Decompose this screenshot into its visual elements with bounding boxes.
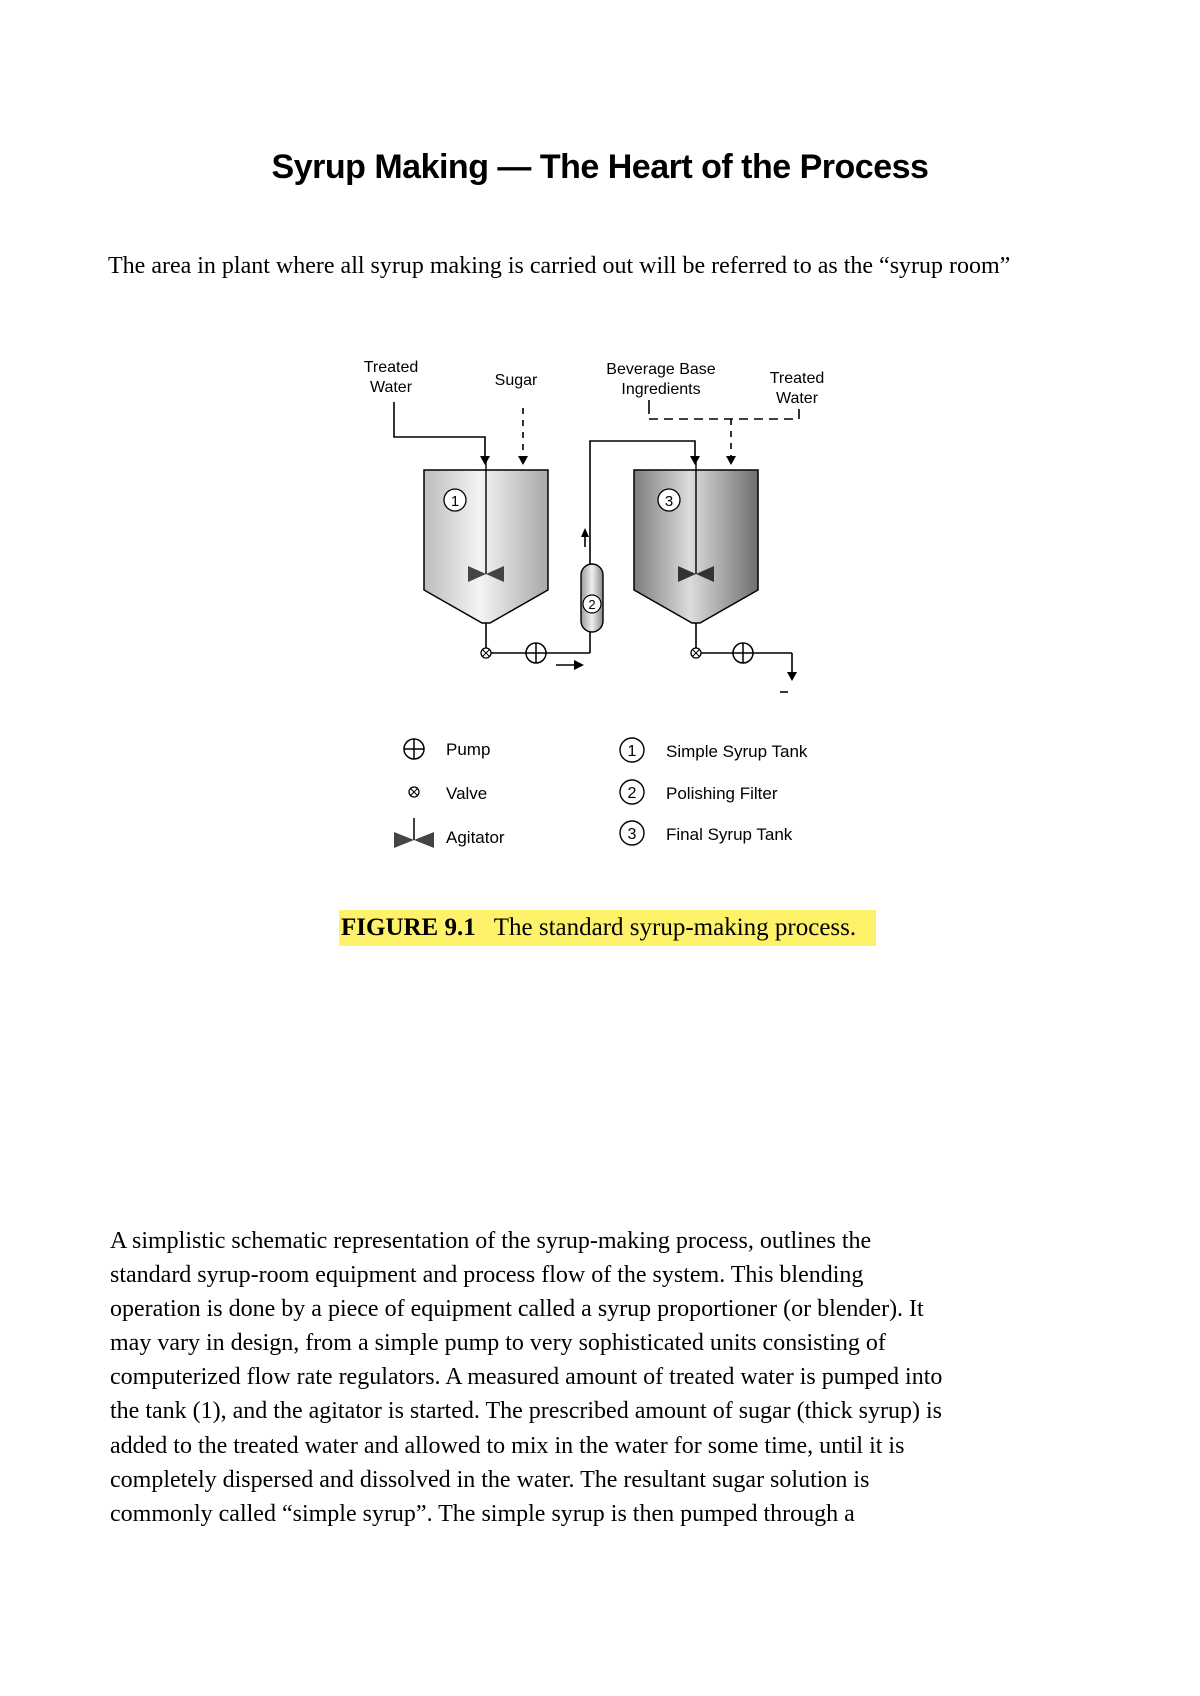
agitator-icon bbox=[394, 818, 434, 848]
legend-item-2 bbox=[620, 780, 778, 804]
legend-agitator bbox=[394, 818, 505, 848]
legend-num-1: 1 bbox=[627, 743, 637, 760]
label-beverage-base: Beverage Base bbox=[606, 361, 716, 378]
pump-1 bbox=[526, 643, 546, 663]
body-line: the tank (1), and the agitator is started. The prescribed amount of sugar (thick syrup) is bbox=[110, 1398, 942, 1425]
intro-paragraph: The area in plant where all syrup making is carried out will be referred to as the “syrup room” bbox=[108, 253, 1011, 279]
valve-3 bbox=[691, 648, 701, 658]
simple-syrup-tank bbox=[424, 456, 548, 623]
legend-item-3 bbox=[620, 821, 793, 845]
legend-pump bbox=[404, 739, 490, 759]
pump-icon bbox=[404, 739, 424, 759]
body-line: commonly called “simple syrup”. The simple syrup is then pumped through a bbox=[110, 1500, 855, 1527]
label-treated-water-2: Treated bbox=[769, 370, 825, 387]
legend-valve-label: Valve bbox=[446, 784, 488, 803]
label-treated-water-1b: Water bbox=[369, 379, 413, 396]
page-title: Syrup Making — The Heart of the Process bbox=[271, 148, 929, 186]
legend-item-1 bbox=[620, 738, 808, 762]
legend-label-1: Simple Syrup Tank bbox=[666, 742, 808, 761]
filter-number-2: 2 bbox=[588, 597, 596, 612]
body-line: operation is done by a piece of equipment called a syrup proportioner (or blender). It bbox=[110, 1296, 924, 1323]
final-syrup-tank bbox=[634, 456, 758, 623]
flow-arrow bbox=[574, 660, 584, 670]
legend-valve bbox=[409, 784, 487, 803]
body-line: added to the treated water and allowed to mix in the water for some time, until it is bbox=[110, 1432, 905, 1459]
valve-1 bbox=[481, 648, 491, 658]
outflow-arrow bbox=[787, 672, 797, 681]
valve-icon bbox=[409, 787, 419, 797]
body-line: standard syrup-room equipment and process flow of the system. This blending bbox=[110, 1262, 864, 1289]
legend-label-3: Final Syrup Tank bbox=[666, 825, 793, 844]
figure-caption-text: The standard syrup-making process. bbox=[493, 914, 857, 941]
label-treated-water-1: Treated bbox=[363, 359, 419, 376]
body-line: A simplistic schematic representation of the syrup-making process, outlines the bbox=[110, 1228, 872, 1254]
label-treated-water-2b: Water bbox=[775, 390, 819, 407]
legend-num-3: 3 bbox=[627, 826, 637, 843]
label-beverage-base-b: Ingredients bbox=[621, 381, 701, 398]
body-line: may vary in design, from a simple pump to very sophisticated units consisting of bbox=[110, 1330, 886, 1357]
legend-label-2: Polishing Filter bbox=[666, 784, 778, 803]
legend-agitator-label: Agitator bbox=[446, 828, 505, 847]
pump-3 bbox=[733, 643, 753, 663]
body-paragraph bbox=[110, 1224, 1110, 1531]
legend-num-2: 2 bbox=[627, 785, 637, 802]
body-line: computerized flow rate regulators. A measured amount of treated water is pumped into bbox=[110, 1364, 943, 1391]
polishing-filter bbox=[581, 564, 603, 632]
figure-caption bbox=[339, 910, 876, 946]
tank-number-3: 3 bbox=[664, 493, 674, 510]
label-sugar: Sugar bbox=[494, 372, 538, 389]
body-line: completely dispersed and dissolved in the water. The resultant sugar solution is bbox=[110, 1466, 870, 1493]
figure-caption-label: FIGURE 9.1 bbox=[341, 914, 476, 941]
tank-number-1: 1 bbox=[450, 493, 460, 510]
legend-pump-label: Pump bbox=[446, 740, 491, 759]
